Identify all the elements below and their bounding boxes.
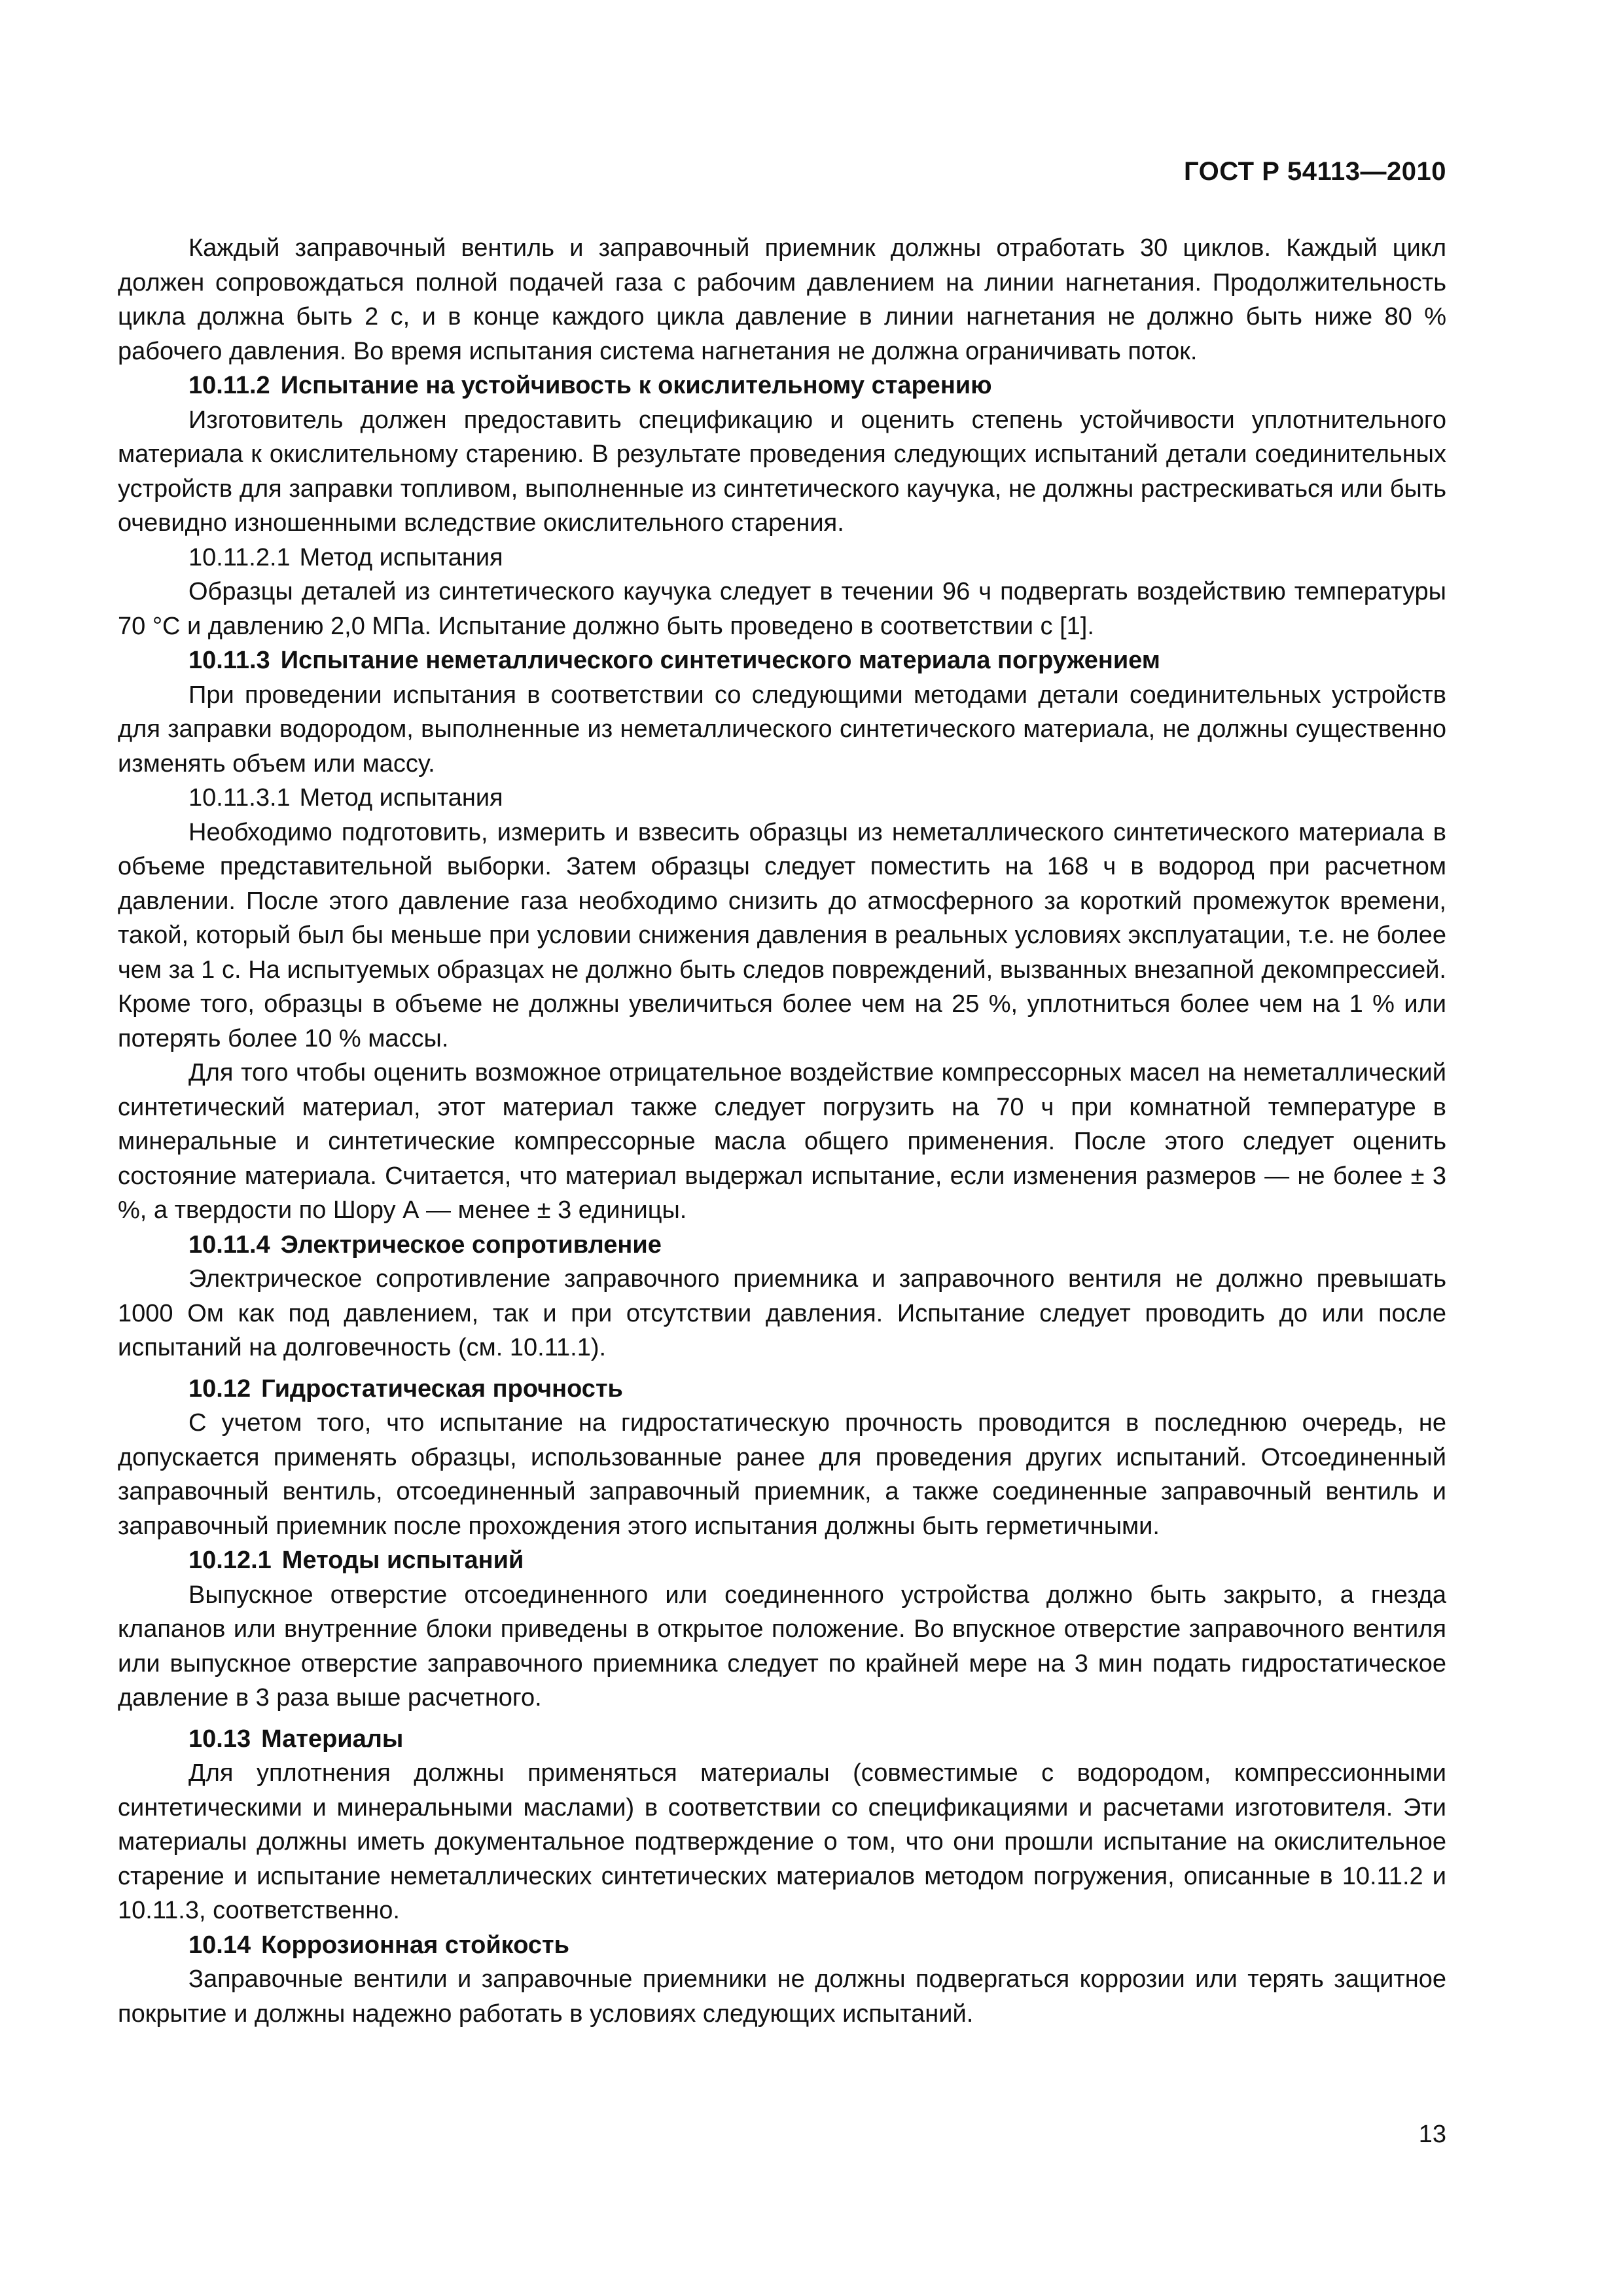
section-heading-10-12-1 xyxy=(118,1543,1446,1578)
paragraph-cycle-test: Каждый заправочный вентиль и заправочный приемник должны отработать 30 циклов. Каждый цикл должен сопровождаться полной подачей газа с рабочим давлением на линии нагнетания. Продолжительность цикла должна быть 2 с, и в конце каждого цикла давление в линии нагнетания не должно быть ниже 80 % рабочего давления. Во время испытания система нагнетания не должна ограничивать поток. xyxy=(118,234,1446,365)
paragraph-oxidative-aging: Изготовитель должен предоставить спецификацию и оценить степень устойчивости уплотнительного материала к окислительному старению. В результате проведения следующих испытаний детали соединительных устройств для заправки топливом, выполненные из синтетического каучука, не должны растрескиваться или быть очевидно изношенными вследствие окислительного старения. xyxy=(118,406,1446,537)
section-heading-10-13 xyxy=(118,1722,1446,1757)
section-title: Испытание на устойчивость к окислительному старению xyxy=(280,372,992,399)
section-title: Гидростатическая прочность xyxy=(261,1374,623,1403)
section-title: Коррозионная стойкость xyxy=(261,1931,570,1959)
section-number: 10.13 xyxy=(188,1725,251,1753)
paragraph-hydrostatic-strength: С учетом того, что испытание на гидростатическую прочность проводится в последнюю очередь, не допускается применять образцы, использованные ранее для проведения других испытаний. Отсоединенный заправочный вентиль, отсоединенный заправочный приемник, а также соединенные заправочный вентиль и заправочный приемник после прохождения этого испытания должны быть герметичными. xyxy=(118,1409,1446,1540)
subsection-number: 10.11.2.1 xyxy=(188,543,291,571)
section-title: Электрическое сопротивление xyxy=(280,1230,662,1259)
paragraph-electrical-resistance: Электрическое сопротивление заправочного приемника и заправочного вентиля не должно превышать 1000 Ом как под давлением, так и при отсутствии давления. Испытание следует проводить до или после испытаний на долговечность (см. 10.11.1). xyxy=(118,1265,1446,1361)
subsection-title: Метод испытания xyxy=(299,543,503,571)
section-heading-10-12 xyxy=(118,1372,1446,1407)
subsection-heading-10-11-3-1 xyxy=(118,781,1446,816)
page-body xyxy=(118,231,1446,2031)
section-heading-10-11-2 xyxy=(118,368,1446,403)
section-heading-10-14 xyxy=(118,1928,1446,1963)
section-heading-10-11-4 xyxy=(118,1228,1446,1263)
section-number: 10.12 xyxy=(188,1374,251,1403)
paragraph-compressor-oils: Для того чтобы оценить возможное отрицательное воздействие компрессорных масел на неметаллический синтетический материал, этот материал также следует погрузить на 70 ч при комнатной температуре в минеральные и синтетические компрессорные масла общего применения. После этого следует оценить состояние материала. Считается, что материал выдержал испытание, если изменения размеров — не более ± 3 %, а твердости по Шору А — менее ± 3 единицы. xyxy=(118,1059,1446,1224)
paragraph-materials: Для уплотнения должны применяться материалы (совместимые с водородом, компрессионными синтетическими и минеральными маслами) в соответствии со спецификациями и расчетами изготовителя. Эти материалы должны иметь документальное подтверждение о том, что они прошли испытание на окислительное старение и испытание неметаллических синтетических материалов методом погружения, описанные в 10.11.2 и 10.11.3, соответственно. xyxy=(118,1759,1446,1924)
page-number: 13 xyxy=(1418,2121,1446,2148)
subsection-title: Метод испытания xyxy=(299,784,503,812)
paragraph-immersion-intro: При проведении испытания в соответствии со следующими методами детали соединительных устройств для заправки водородом, выполненные из неметаллического синтетического материала, не должны существенно изменять объем или массу. xyxy=(118,681,1446,778)
section-title: Материалы xyxy=(261,1725,404,1753)
standard-code: ГОСТ Р 54113—2010 xyxy=(1184,157,1446,186)
section-number: 10.11.3 xyxy=(188,647,270,674)
section-number: 10.11.4 xyxy=(188,1230,270,1259)
section-title: Методы испытаний xyxy=(281,1547,524,1574)
section-number: 10.12.1 xyxy=(188,1547,272,1574)
paragraph-immersion-method: Необходимо подготовить, измерить и взвесить образцы из неметаллического синтетического материала в объеме представительной выборки. Затем образцы следует поместить на 168 ч в водород при расчетном давлении. После этого давление газа необходимо снизить до атмосферного за короткий промежуток времени, такой, который был бы меньше при условии снижения давления в реальных условиях эксплуатации, т.е. не более чем за 1 с. На испытуемых образцах не должно быть следов повреждений, вызванных внезапной декомпрессией. Кроме того, образцы в объеме не должны увеличиться более чем на 25 %, уплотниться более чем на 1 % или потерять более 10 % массы. xyxy=(118,818,1446,1052)
subsection-number: 10.11.3.1 xyxy=(188,784,291,812)
section-number: 10.11.2 xyxy=(188,372,270,399)
section-heading-10-11-3 xyxy=(118,643,1446,678)
section-title: Испытание неметаллического синтетического материала погружением xyxy=(280,647,1160,674)
paragraph-rubber-samples: Образцы деталей из синтетического каучука следует в течении 96 ч подвергать воздействию температуры 70 °С и давлению 2,0 МПа. Испытание должно быть проведено в соответствии с [1]. xyxy=(118,578,1446,640)
paragraph-corrosion: Заправочные вентили и заправочные приемники не должны подвергаться коррозии или терять защитное покрытие и должны надежно работать в условиях следующих испытаний. xyxy=(118,1965,1446,2028)
section-number: 10.14 xyxy=(188,1931,251,1959)
subsection-heading-10-11-2-1 xyxy=(118,541,1446,575)
paragraph-test-methods: Выпускное отверстие отсоединенного или соединенного устройства должно быть закрыто, а гнезда клапанов или внутренние блоки приведены в открытое положение. Во впускное отверстие заправочного вентиля или выпускное отверстие заправочного приемника следует по крайней мере на 3 мин подать гидростатическое давление в 3 раза выше расчетного. xyxy=(118,1581,1446,1712)
